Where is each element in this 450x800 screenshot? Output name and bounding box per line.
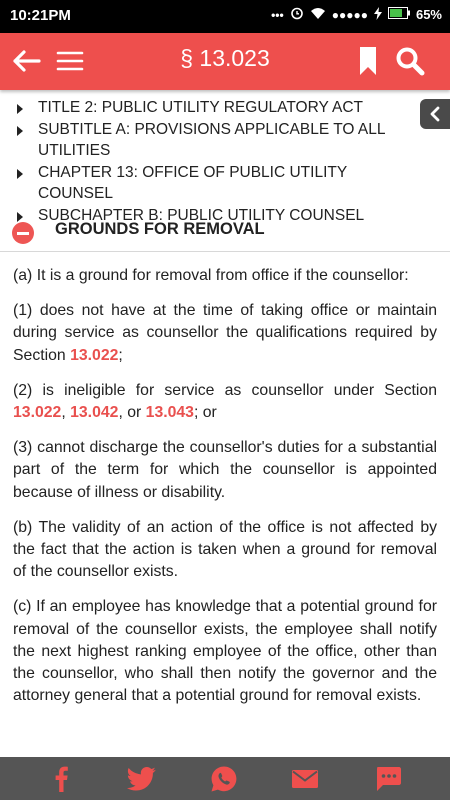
email-icon[interactable] [290, 765, 320, 793]
search-icon[interactable] [392, 43, 428, 79]
section-link[interactable]: 13.022 [70, 346, 119, 364]
section-title: GROUNDS FOR REMOVAL [55, 220, 265, 238]
breadcrumb-chapter[interactable] [0, 162, 450, 205]
paragraph-c: (c) If an employee has knowledge that a potential ground for removal of the counsellor exists, the employee shall notify the next highest ranking employee of the office, other than the counsellor, who shall then notify the governor and the attorney general that a potential ground for removal exists. [13, 598, 437, 705]
paragraph-b: (b) The validity of an action of the office is not affected by the fact that the action is taken when a ground for removal of the counsellor exists. [13, 518, 437, 581]
app-bar [0, 33, 450, 90]
share-bar [0, 757, 450, 800]
breadcrumb-label: SUBCHAPTER B: PUBLIC UTILITY COUNSEL [38, 206, 365, 224]
breadcrumb-subtitle[interactable] [0, 119, 450, 162]
collapse-icon[interactable] [12, 222, 34, 244]
chevron-left-icon [429, 106, 441, 122]
twitter-icon[interactable] [127, 765, 157, 793]
signal-icon: ●●●●● [331, 7, 368, 22]
battery-percent: 65% [415, 7, 442, 22]
breadcrumb-title[interactable] [0, 97, 450, 119]
bookmark-icon[interactable] [350, 43, 386, 79]
status-time: 10:21PM [10, 7, 71, 24]
status-icons [271, 6, 442, 23]
paragraph-1 [13, 300, 437, 367]
charging-icon [374, 7, 382, 23]
paragraph-text: (2) is ineligible for service as counsellor under Section [13, 381, 437, 399]
caret-right-icon [17, 169, 23, 179]
paragraph-text: ; or [193, 404, 217, 422]
paragraph-text: , or [118, 404, 146, 422]
divider [0, 251, 450, 252]
breadcrumb-label: SUBTITLE A: PROVISIONS APPLICABLE TO ALL UTILITIES [38, 120, 385, 159]
paragraph-a: (a) It is a ground for removal from office if the counsellor: [13, 267, 409, 284]
wifi-icon [310, 7, 326, 23]
breadcrumb [0, 97, 450, 226]
paragraph-text: , [61, 404, 71, 422]
side-drawer-toggle[interactable] [420, 99, 450, 129]
battery-icon [388, 7, 410, 22]
section-link[interactable]: 13.042 [70, 404, 119, 422]
section-link[interactable]: 13.043 [145, 404, 194, 422]
facebook-icon[interactable] [46, 765, 76, 793]
status-bar [0, 0, 450, 33]
caret-right-icon [17, 126, 23, 136]
caret-right-icon [17, 104, 23, 114]
section-link[interactable]: 13.022 [13, 404, 62, 422]
breadcrumb-label: TITLE 2: PUBLIC UTILITY REGULATORY ACT [38, 99, 364, 116]
paragraph-3: (3) cannot discharge the counsellor's duties for a substantial part of the term for which the counsellor is appointed because of illness or disability. [13, 439, 437, 501]
comment-icon[interactable] [373, 765, 403, 793]
section-header[interactable] [0, 213, 450, 249]
paragraph-2 [13, 380, 437, 424]
paragraph-text: (1) does not have at the time of taking office or maintain during service as counsellor the qualifications required by Section [13, 302, 437, 364]
paragraph-text: ; [118, 346, 123, 364]
page-title: § 13.023 [180, 45, 270, 71]
alarm-icon [290, 6, 304, 23]
statute-text [13, 265, 437, 747]
whatsapp-icon[interactable] [209, 765, 239, 793]
breadcrumb-label: CHAPTER 13: OFFICE OF PUBLIC UTILITY COUNSEL [38, 163, 347, 202]
notification-dots: ••• [271, 7, 284, 22]
